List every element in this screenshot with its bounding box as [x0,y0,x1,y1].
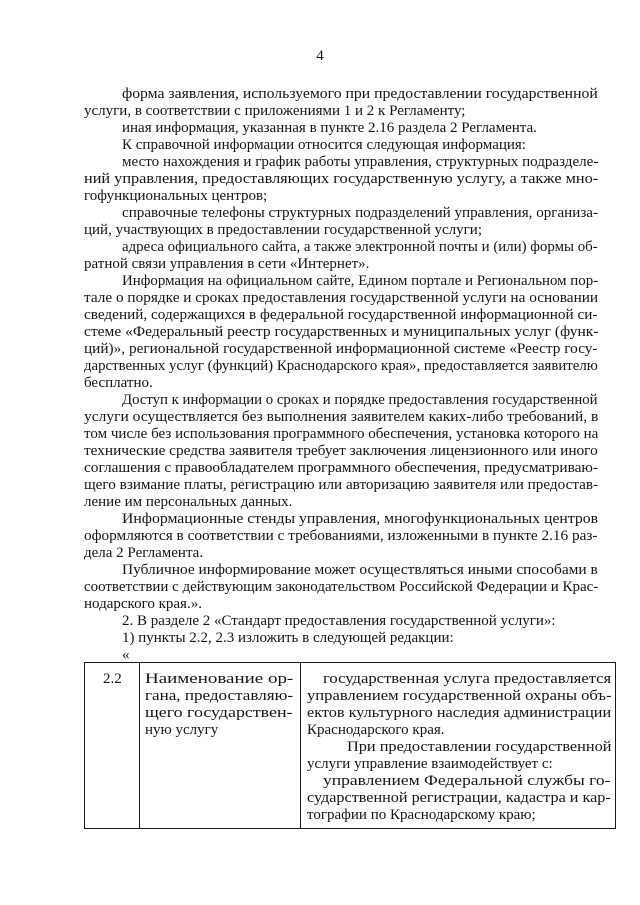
paragraph-line: услуги осуществляется без выполнения заявителем каких-либо требований, в [84,409,599,425]
paragraph-line: ций)», региональной государственной информационной системе «Реестр госу- [84,341,598,357]
paragraph-line: соглашения с правообладателем программного обеспечения, предусматриваю- [84,460,598,476]
paragraph-line: ний управления, предоставляющих государственную услугу, а также мно- [84,171,599,187]
paragraph-line: дарственных услуг (функций) Краснодарского края», предоставляется заявителю [84,358,598,374]
paragraph-line: иная информация, указанная в пункте 2.16 раздела 2 Регламента. [122,120,537,136]
paragraph-line: ление им персональных данных. [84,494,293,510]
table-cell-content-line: государственная услуга предоставляется [323,671,612,687]
paragraph-line: адреса официального сайта, а также электронной почты и (или) формы об- [122,239,598,255]
paragraph-line: место нахождения и график работы управления, структурных подразделе- [122,154,599,170]
paragraph-line: « [122,647,130,663]
paragraph-line: справочные телефоны структурных подразделений управления, организа- [122,205,599,221]
paragraph-line: Информация на официальном сайте, Едином портале и Региональном пор- [122,273,599,289]
page-number: 4 [316,48,324,64]
table-cell-name-line: гана, предоставляю- [145,688,294,704]
table-cell-content-line: Краснодарского края. [307,722,445,738]
paragraph-line: гофункциональных центров; [84,188,268,204]
table-column-divider [139,663,140,828]
table-cell-content-line: управлением Федеральной службы го- [323,773,611,789]
paragraph-line: форма заявления, используемого при предоставлении государственной [122,86,598,102]
paragraph-line: дела 2 Регламента. [84,545,204,561]
paragraph-line: стеме «Федеральный реестр государственных и муниципальных услуг (функ- [84,324,599,340]
table-row-number: 2.2 [103,671,122,687]
table-cell-content-line: При предоставлении государственной [347,739,612,755]
table-cell-name-line: ную услугу [145,722,219,738]
paragraph-line: технические средства заявителя требует заключения лицензионного или иного [84,443,598,459]
table-cell-content-line: тографии по Краснодарскому краю; [307,807,536,823]
table-cell-content-line: управлением государственной охраны объ- [307,688,612,704]
paragraph-line: К справочной информации относится следующая информация: [122,137,526,153]
table-cell-content-line: ектов культурного наследия администрации [307,705,612,721]
paragraph-line: Доступ к информации о сроках и порядке предоставления государственной [122,392,598,408]
paragraph-line: оформляются в соответствии с требованиями, изложенными в пункте 2.16 раз- [84,528,598,544]
paragraph-line: том числе без использования программного обеспечения, установка которого на [84,426,599,442]
paragraph-line: услуги, в соответствии с приложениями 1 и 2 к Регламенту; [84,103,466,119]
table-cell-name-line: Наименование ор- [145,671,294,687]
paragraph-line: нодарского края.». [84,596,202,612]
paragraph-line: сведений, содержащихся в федеральной государственной информационной си- [84,307,598,323]
paragraph-line: ратной связи управления в сети «Интернет». [84,256,370,272]
table-column-divider [300,663,301,828]
table-cell-content-line: сударственной регистрации, кадастра и кар- [307,790,611,806]
paragraph-line: бесплатно. [84,375,153,391]
paragraph-line: щего взимание платы, регистрацию или авторизацию заявителя или предостав- [84,477,599,493]
table-cell-name-line: щего государствен- [145,705,293,721]
paragraph-line: тале о порядке и сроках предоставления государственной услуги на основании [84,290,599,306]
table-cell-content-line: услуги управление взаимодействует с: [307,756,553,772]
paragraph-line: ций, участвующих в предоставлении государственной услуги; [84,222,482,238]
paragraph-line: Информационные стенды управления, многофункциональных центров [122,511,599,527]
paragraph-line: 1) пункты 2.2, 2.3 изложить в следующей редакции: [122,630,454,646]
paragraph-line: Публичное информирование может осуществляться иными способами в [122,562,598,578]
services-table [84,662,616,829]
paragraph-line: соответствии с действующим законодательством Российской Федерации и Крас- [84,579,599,595]
paragraph-line: 2. В разделе 2 «Стандарт предоставления государственной услуги»: [122,613,556,629]
